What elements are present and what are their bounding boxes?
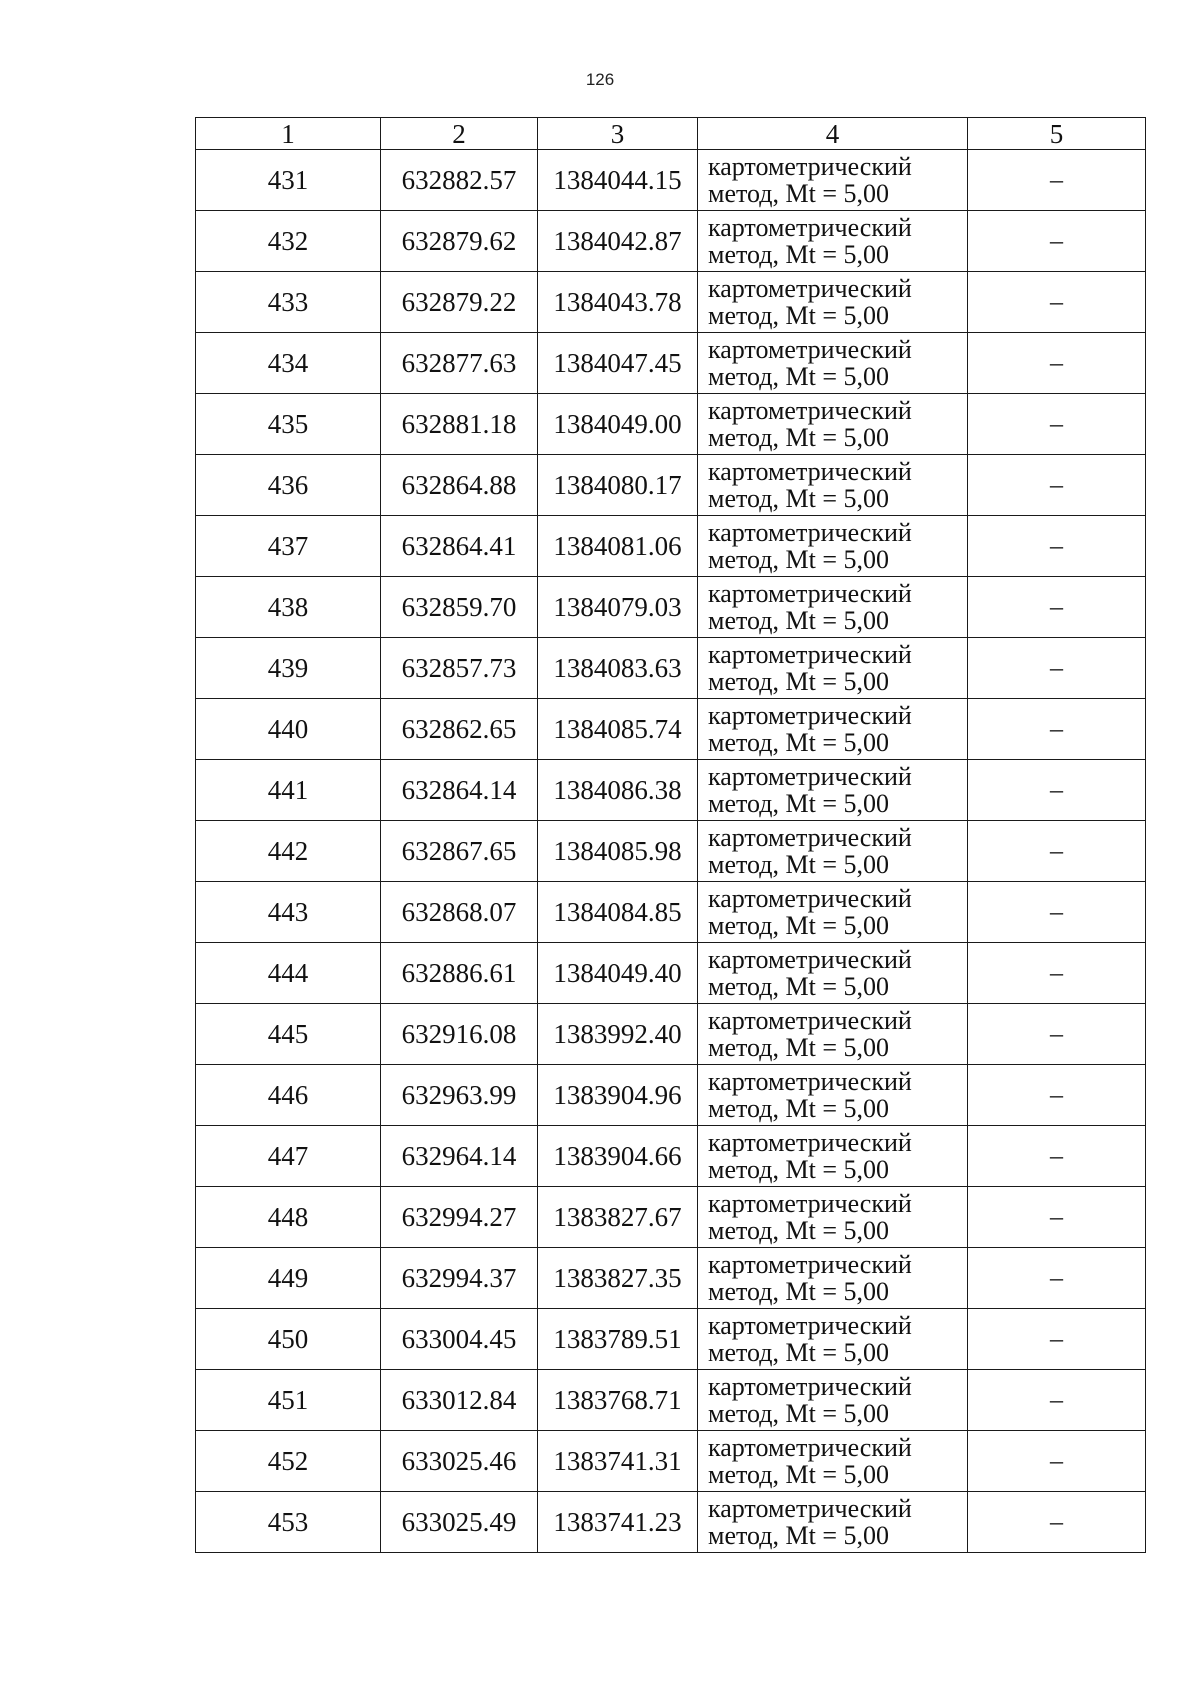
method-cell [698, 1492, 968, 1553]
table-row [196, 1065, 1146, 1126]
method-line-2: метод, Mt = 5,00 [708, 1521, 889, 1550]
method-line-2: метод, Mt = 5,00 [708, 911, 889, 940]
point-number: 431 [196, 150, 381, 211]
header-col-3: 3 [538, 118, 698, 150]
coord-y: 1383827.35 [538, 1248, 698, 1309]
table-row [196, 1370, 1146, 1431]
table-row [196, 455, 1146, 516]
note-cell: – [968, 699, 1146, 760]
note-cell: – [968, 1370, 1146, 1431]
method-cell [698, 943, 968, 1004]
method-line-1: картометрический [708, 335, 912, 364]
coord-y: 1383904.96 [538, 1065, 698, 1126]
method-cell [698, 455, 968, 516]
coord-x: 632867.65 [381, 821, 538, 882]
point-number: 453 [196, 1492, 381, 1553]
note-cell: – [968, 882, 1146, 943]
point-number: 440 [196, 699, 381, 760]
note-cell: – [968, 1248, 1146, 1309]
method-line-1: картометрический [708, 152, 912, 181]
method-cell [698, 577, 968, 638]
coord-x: 633025.46 [381, 1431, 538, 1492]
coord-y: 1384085.74 [538, 699, 698, 760]
method-line-1: картометрический [708, 579, 912, 608]
point-number: 438 [196, 577, 381, 638]
method-cell [698, 1248, 968, 1309]
method-line-1: картометрический [708, 1189, 912, 1218]
method-line-2: метод, Mt = 5,00 [708, 789, 889, 818]
table-row [196, 211, 1146, 272]
note-cell: – [968, 333, 1146, 394]
table-row [196, 1187, 1146, 1248]
coord-y: 1384047.45 [538, 333, 698, 394]
note-cell: – [968, 638, 1146, 699]
coord-x: 632877.63 [381, 333, 538, 394]
method-line-1: картометрический [708, 884, 912, 913]
method-cell [698, 333, 968, 394]
method-line-2: метод, Mt = 5,00 [708, 484, 889, 513]
point-number: 449 [196, 1248, 381, 1309]
coord-y: 1384085.98 [538, 821, 698, 882]
method-cell [698, 638, 968, 699]
method-cell [698, 821, 968, 882]
point-number: 452 [196, 1431, 381, 1492]
method-line-2: метод, Mt = 5,00 [708, 850, 889, 879]
note-cell: – [968, 1309, 1146, 1370]
method-line-1: картометрический [708, 1433, 912, 1462]
note-cell: – [968, 1187, 1146, 1248]
method-cell [698, 1187, 968, 1248]
method-line-2: метод, Mt = 5,00 [708, 1094, 889, 1123]
page-number: 126 [585, 70, 615, 89]
point-number: 442 [196, 821, 381, 882]
point-number: 448 [196, 1187, 381, 1248]
point-number: 451 [196, 1370, 381, 1431]
table-row [196, 699, 1146, 760]
method-line-2: метод, Mt = 5,00 [708, 179, 889, 208]
point-number: 436 [196, 455, 381, 516]
method-line-1: картометрический [708, 1311, 912, 1340]
table-row [196, 1126, 1146, 1187]
method-cell [698, 272, 968, 333]
method-line-1: картометрический [708, 1128, 912, 1157]
table-row [196, 821, 1146, 882]
method-cell [698, 1065, 968, 1126]
point-number: 432 [196, 211, 381, 272]
method-line-1: картометрический [708, 701, 912, 730]
method-line-1: картометрический [708, 945, 912, 974]
coord-x: 632879.22 [381, 272, 538, 333]
method-line-1: картометрический [708, 823, 912, 852]
table-row [196, 1004, 1146, 1065]
method-line-2: метод, Mt = 5,00 [708, 1155, 889, 1184]
coord-x: 632916.08 [381, 1004, 538, 1065]
method-line-2: метод, Mt = 5,00 [708, 667, 889, 696]
method-cell [698, 882, 968, 943]
note-cell: – [968, 455, 1146, 516]
note-cell: – [968, 394, 1146, 455]
coord-y: 1383741.31 [538, 1431, 698, 1492]
method-line-2: метод, Mt = 5,00 [708, 423, 889, 452]
note-cell: – [968, 516, 1146, 577]
method-line-1: картометрический [708, 396, 912, 425]
table-row [196, 394, 1146, 455]
method-cell [698, 394, 968, 455]
coord-x: 632886.61 [381, 943, 538, 1004]
note-cell: – [968, 150, 1146, 211]
note-cell: – [968, 1065, 1146, 1126]
table-row [196, 272, 1146, 333]
method-line-1: картометрический [708, 1006, 912, 1035]
table-row [196, 577, 1146, 638]
table-row [196, 943, 1146, 1004]
method-line-2: метод, Mt = 5,00 [708, 972, 889, 1001]
note-cell: – [968, 577, 1146, 638]
method-line-2: метод, Mt = 5,00 [708, 240, 889, 269]
note-cell: – [968, 760, 1146, 821]
table-row [196, 760, 1146, 821]
method-line-2: метод, Mt = 5,00 [708, 301, 889, 330]
coord-x: 632862.65 [381, 699, 538, 760]
method-line-2: метод, Mt = 5,00 [708, 1033, 889, 1062]
table-row [196, 1492, 1146, 1553]
method-line-1: картометрический [708, 274, 912, 303]
method-line-1: картометрический [708, 762, 912, 791]
point-number: 447 [196, 1126, 381, 1187]
coord-x: 632868.07 [381, 882, 538, 943]
table-row [196, 882, 1146, 943]
coordinates-table [195, 117, 1146, 1553]
header-col-2: 2 [381, 118, 538, 150]
coord-x: 632864.14 [381, 760, 538, 821]
method-line-2: метод, Mt = 5,00 [708, 1460, 889, 1489]
method-line-2: метод, Mt = 5,00 [708, 1277, 889, 1306]
method-line-1: картометрический [708, 1494, 912, 1523]
coord-x: 632864.41 [381, 516, 538, 577]
coord-x: 632994.27 [381, 1187, 538, 1248]
table-row [196, 1309, 1146, 1370]
method-line-2: метод, Mt = 5,00 [708, 362, 889, 391]
point-number: 444 [196, 943, 381, 1004]
method-line-1: картометрический [708, 640, 912, 669]
method-line-1: картометрический [708, 1250, 912, 1279]
coord-y: 1384080.17 [538, 455, 698, 516]
coord-y: 1384081.06 [538, 516, 698, 577]
point-number: 434 [196, 333, 381, 394]
coord-y: 1384086.38 [538, 760, 698, 821]
point-number: 433 [196, 272, 381, 333]
coord-y: 1383904.66 [538, 1126, 698, 1187]
method-cell [698, 516, 968, 577]
coord-y: 1383789.51 [538, 1309, 698, 1370]
header-col-4: 4 [698, 118, 968, 150]
note-cell: – [968, 272, 1146, 333]
method-cell [698, 1431, 968, 1492]
method-line-2: метод, Mt = 5,00 [708, 1338, 889, 1367]
method-line-1: картометрический [708, 518, 912, 547]
method-cell [698, 760, 968, 821]
header-col-1: 1 [196, 118, 381, 150]
point-number: 446 [196, 1065, 381, 1126]
method-cell [698, 150, 968, 211]
method-cell [698, 1004, 968, 1065]
method-cell [698, 699, 968, 760]
table-row [196, 516, 1146, 577]
coord-x: 632964.14 [381, 1126, 538, 1187]
header-col-5: 5 [968, 118, 1146, 150]
method-line-1: картометрический [708, 1067, 912, 1096]
point-number: 441 [196, 760, 381, 821]
note-cell: – [968, 821, 1146, 882]
coord-x: 632859.70 [381, 577, 538, 638]
coord-y: 1384079.03 [538, 577, 698, 638]
method-line-1: картометрический [708, 213, 912, 242]
coord-x: 632879.62 [381, 211, 538, 272]
coord-y: 1384083.63 [538, 638, 698, 699]
coord-x: 632882.57 [381, 150, 538, 211]
method-line-1: картометрический [708, 1372, 912, 1401]
table-body [196, 150, 1146, 1553]
coord-y: 1384049.40 [538, 943, 698, 1004]
method-line-2: метод, Mt = 5,00 [708, 606, 889, 635]
table-row [196, 333, 1146, 394]
coord-y: 1383992.40 [538, 1004, 698, 1065]
point-number: 450 [196, 1309, 381, 1370]
coord-x: 633004.45 [381, 1309, 538, 1370]
coord-x: 632864.88 [381, 455, 538, 516]
method-line-2: метод, Mt = 5,00 [708, 1216, 889, 1245]
point-number: 435 [196, 394, 381, 455]
point-number: 439 [196, 638, 381, 699]
method-cell [698, 1126, 968, 1187]
point-number: 443 [196, 882, 381, 943]
note-cell: – [968, 1492, 1146, 1553]
coord-x: 632881.18 [381, 394, 538, 455]
coord-x: 632857.73 [381, 638, 538, 699]
method-line-2: метод, Mt = 5,00 [708, 1399, 889, 1428]
table-row [196, 1431, 1146, 1492]
table-row [196, 150, 1146, 211]
method-cell [698, 211, 968, 272]
table-row [196, 1248, 1146, 1309]
coord-x: 633012.84 [381, 1370, 538, 1431]
coord-y: 1383768.71 [538, 1370, 698, 1431]
note-cell: – [968, 211, 1146, 272]
method-line-2: метод, Mt = 5,00 [708, 728, 889, 757]
coord-y: 1383827.67 [538, 1187, 698, 1248]
table-header-row [196, 118, 1146, 150]
method-cell [698, 1309, 968, 1370]
table-row [196, 638, 1146, 699]
note-cell: – [968, 943, 1146, 1004]
note-cell: – [968, 1126, 1146, 1187]
point-number: 445 [196, 1004, 381, 1065]
note-cell: – [968, 1004, 1146, 1065]
method-line-2: метод, Mt = 5,00 [708, 545, 889, 574]
method-cell [698, 1370, 968, 1431]
coord-y: 1384042.87 [538, 211, 698, 272]
coord-y: 1384049.00 [538, 394, 698, 455]
coord-x: 633025.49 [381, 1492, 538, 1553]
point-number: 437 [196, 516, 381, 577]
coord-x: 632994.37 [381, 1248, 538, 1309]
note-cell: – [968, 1431, 1146, 1492]
coord-y: 1383741.23 [538, 1492, 698, 1553]
method-line-1: картометрический [708, 457, 912, 486]
coord-y: 1384043.78 [538, 272, 698, 333]
coord-y: 1384084.85 [538, 882, 698, 943]
coord-y: 1384044.15 [538, 150, 698, 211]
coord-x: 632963.99 [381, 1065, 538, 1126]
